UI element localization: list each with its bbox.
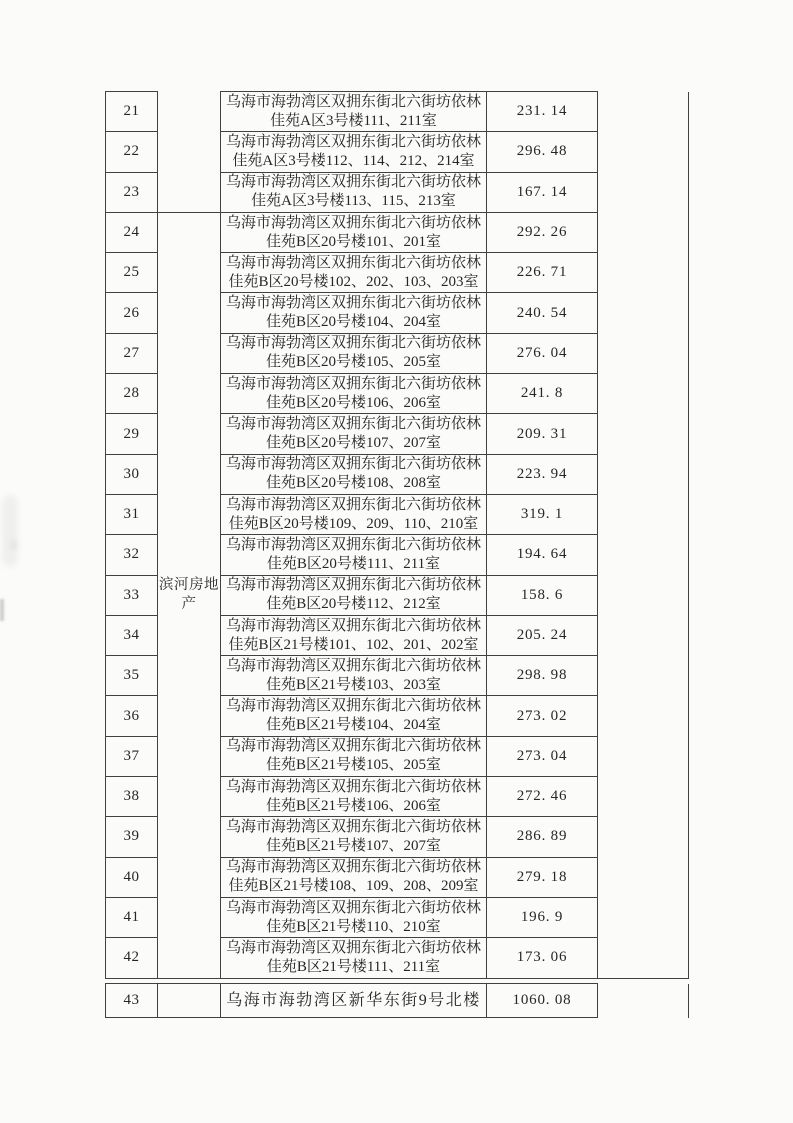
property-area-table xyxy=(105,91,689,979)
address-line1: 乌海市海勃湾区双拥东街北六街坊依林 xyxy=(225,375,481,392)
company-cell: 滨河房地产 xyxy=(158,212,221,978)
address-line1: 乌海市海勃湾区双拥东街北六街坊依林 xyxy=(225,295,481,312)
address-line1: 乌海市海勃湾区双拥东街北六街坊依林 xyxy=(225,174,481,191)
area-cell: 158. 6 xyxy=(487,575,598,615)
address-cell xyxy=(221,736,487,776)
area-cell: 209. 31 xyxy=(487,414,598,454)
row-number-cell: 26 xyxy=(106,293,158,333)
row-number-cell: 29 xyxy=(106,414,158,454)
scan-smudge xyxy=(2,495,18,567)
scan-smudge xyxy=(10,540,18,550)
area-cell: 205. 24 xyxy=(487,615,598,655)
blank-cell xyxy=(598,984,689,1018)
address-line2: 佳苑B区20号楼102、202、103、203室 xyxy=(228,273,479,290)
row-number-cell: 31 xyxy=(106,494,158,534)
address-line1: 乌海市海勃湾区双拥东街北六街坊依林 xyxy=(225,536,481,553)
row-number-cell: 28 xyxy=(106,374,158,414)
address-line1: 乌海市海勃湾区双拥东街北六街坊依林 xyxy=(225,133,481,150)
address-line1: 乌海市海勃湾区双拥东街北六街坊依林 xyxy=(225,899,481,916)
area-cell: 173. 06 xyxy=(487,938,598,978)
row-number-cell: 25 xyxy=(106,253,158,293)
address-cell xyxy=(221,212,487,252)
row-number-cell: 24 xyxy=(106,212,158,252)
row-number-cell: 38 xyxy=(106,777,158,817)
row-number-cell: 41 xyxy=(106,897,158,937)
address-cell xyxy=(221,132,487,172)
address-line1: 乌海市海勃湾区双拥东街北六街坊依林 xyxy=(225,577,481,594)
address-line2: 佳苑B区21号楼111、211室 xyxy=(266,958,441,975)
area-cell: 241. 8 xyxy=(487,374,598,414)
row-number-cell: 32 xyxy=(106,535,158,575)
row-number-cell: 42 xyxy=(106,938,158,978)
address-cell xyxy=(221,615,487,655)
address-line1: 乌海市海勃湾区双拥东街北六街坊依林 xyxy=(225,496,481,513)
area-cell: 231. 14 xyxy=(487,92,598,132)
address-line2: 佳苑B区21号楼108、109、208、209室 xyxy=(228,878,479,895)
address-line2: 佳苑B区21号楼104、204室 xyxy=(265,717,441,734)
address-line2: 佳苑B区20号楼111、211室 xyxy=(266,555,441,572)
area-cell: 292. 26 xyxy=(487,212,598,252)
address-line1: 乌海市海勃湾区双拥东街北六街坊依林 xyxy=(225,859,481,876)
address-line2: 佳苑A区3号楼112、114、212、214室 xyxy=(232,152,475,169)
row-number-cell: 30 xyxy=(106,454,158,494)
area-cell: 240. 54 xyxy=(487,293,598,333)
footer-row-table-body xyxy=(106,984,689,1018)
address-cell xyxy=(221,253,487,293)
address-cell xyxy=(221,535,487,575)
company-cell-empty xyxy=(158,984,221,1018)
address-line2: 佳苑B区20号楼107、207室 xyxy=(265,435,441,452)
address-cell xyxy=(221,696,487,736)
address-line2: 佳苑B区21号楼103、203室 xyxy=(265,676,441,693)
address-line2: 佳苑B区21号楼101、102、201、202室 xyxy=(228,636,479,653)
area-cell: 273. 04 xyxy=(487,736,598,776)
address-cell xyxy=(221,374,487,414)
address-line2: 佳苑B区20号楼101、201室 xyxy=(265,233,441,250)
row-number-cell: 40 xyxy=(106,857,158,897)
row-number-cell: 23 xyxy=(106,172,158,212)
area-cell: 1060. 08 xyxy=(487,984,598,1018)
address-line2: 佳苑B区21号楼105、205室 xyxy=(265,757,441,774)
row-number-cell: 35 xyxy=(106,656,158,696)
address-cell: 乌海市海勃湾区新华东街9号北楼 xyxy=(221,984,487,1018)
area-cell: 319. 1 xyxy=(487,494,598,534)
area-cell: 167. 14 xyxy=(487,172,598,212)
area-cell: 286. 89 xyxy=(487,817,598,857)
scan-edge-mark xyxy=(0,599,4,621)
area-cell: 226. 71 xyxy=(487,253,598,293)
address-cell xyxy=(221,777,487,817)
address-line1: 乌海市海勃湾区双拥东街北六街坊依林 xyxy=(225,335,481,352)
company-cell-empty xyxy=(158,92,221,213)
address-cell xyxy=(221,575,487,615)
area-cell: 273. 02 xyxy=(487,696,598,736)
address-line2: 佳苑B区20号楼109、209、110、210室 xyxy=(228,515,479,532)
area-cell: 298. 98 xyxy=(487,656,598,696)
area-cell: 272. 46 xyxy=(487,777,598,817)
row-number-cell: 37 xyxy=(106,736,158,776)
row-number-cell: 33 xyxy=(106,575,158,615)
row-number-cell: 34 xyxy=(106,615,158,655)
property-area-table-body xyxy=(106,92,689,979)
address-line2: 佳苑A区3号楼111、211室 xyxy=(270,112,437,129)
blank-cell xyxy=(598,92,689,979)
address-line1: 乌海市海勃湾区双拥东街北六街坊依林 xyxy=(225,778,481,795)
address-line2: 佳苑B区21号楼110、210室 xyxy=(266,918,441,935)
address-cell xyxy=(221,293,487,333)
address-line1: 乌海市海勃湾区双拥东街北六街坊依林 xyxy=(225,698,481,715)
address-cell xyxy=(221,172,487,212)
address-line2: 佳苑B区20号楼108、208室 xyxy=(265,475,441,492)
address-cell xyxy=(221,938,487,978)
address-line1: 乌海市海勃湾区双拥东街北六街坊依林 xyxy=(225,254,481,271)
row-number-cell: 21 xyxy=(106,92,158,132)
address-cell xyxy=(221,897,487,937)
address-cell xyxy=(221,92,487,132)
row-number-cell: 43 xyxy=(106,984,158,1018)
address-line2: 佳苑B区20号楼112、212室 xyxy=(266,596,441,613)
address-line2: 佳苑A区3号楼113、115、213室 xyxy=(251,193,456,210)
row-number-cell: 27 xyxy=(106,333,158,373)
area-cell: 194. 64 xyxy=(487,535,598,575)
address-line2: 佳苑B区21号楼106、206室 xyxy=(265,797,441,814)
area-cell: 279. 18 xyxy=(487,857,598,897)
address-line1: 乌海市海勃湾区双拥东街北六街坊依林 xyxy=(225,939,481,956)
address-cell xyxy=(221,333,487,373)
address-line2: 佳苑B区20号楼105、205室 xyxy=(265,354,441,371)
area-cell: 196. 9 xyxy=(487,897,598,937)
address-cell xyxy=(221,656,487,696)
table-row xyxy=(106,984,689,1018)
row-number-cell: 36 xyxy=(106,696,158,736)
address-line2: 佳苑B区20号楼106、206室 xyxy=(265,394,441,411)
row-number-cell: 39 xyxy=(106,817,158,857)
footer-row-table xyxy=(105,983,689,1018)
address-line2: 佳苑B区21号楼107、207室 xyxy=(265,837,441,854)
address-line1: 乌海市海勃湾区双拥东街北六街坊依林 xyxy=(225,738,481,755)
area-cell: 296. 48 xyxy=(487,132,598,172)
address-cell xyxy=(221,414,487,454)
address-line1: 乌海市海勃湾区双拥东街北六街坊依林 xyxy=(225,456,481,473)
area-cell: 223. 94 xyxy=(487,454,598,494)
address-cell xyxy=(221,817,487,857)
address-line1: 乌海市海勃湾区双拥东街北六街坊依林 xyxy=(225,657,481,674)
address-cell xyxy=(221,454,487,494)
area-cell: 276. 04 xyxy=(487,333,598,373)
address-line1: 乌海市海勃湾区双拥东街北六街坊依林 xyxy=(225,617,481,634)
address-line1: 乌海市海勃湾区双拥东街北六街坊依林 xyxy=(225,93,481,110)
row-number-cell: 22 xyxy=(106,132,158,172)
address-line1: 乌海市海勃湾区双拥东街北六街坊依林 xyxy=(225,416,481,433)
address-line2: 佳苑B区20号楼104、204室 xyxy=(265,314,441,331)
address-line1: 乌海市海勃湾区双拥东街北六街坊依林 xyxy=(225,818,481,835)
address-line1: 乌海市海勃湾区双拥东街北六街坊依林 xyxy=(225,214,481,231)
address-cell xyxy=(221,494,487,534)
address-cell xyxy=(221,857,487,897)
table-row xyxy=(106,92,689,132)
